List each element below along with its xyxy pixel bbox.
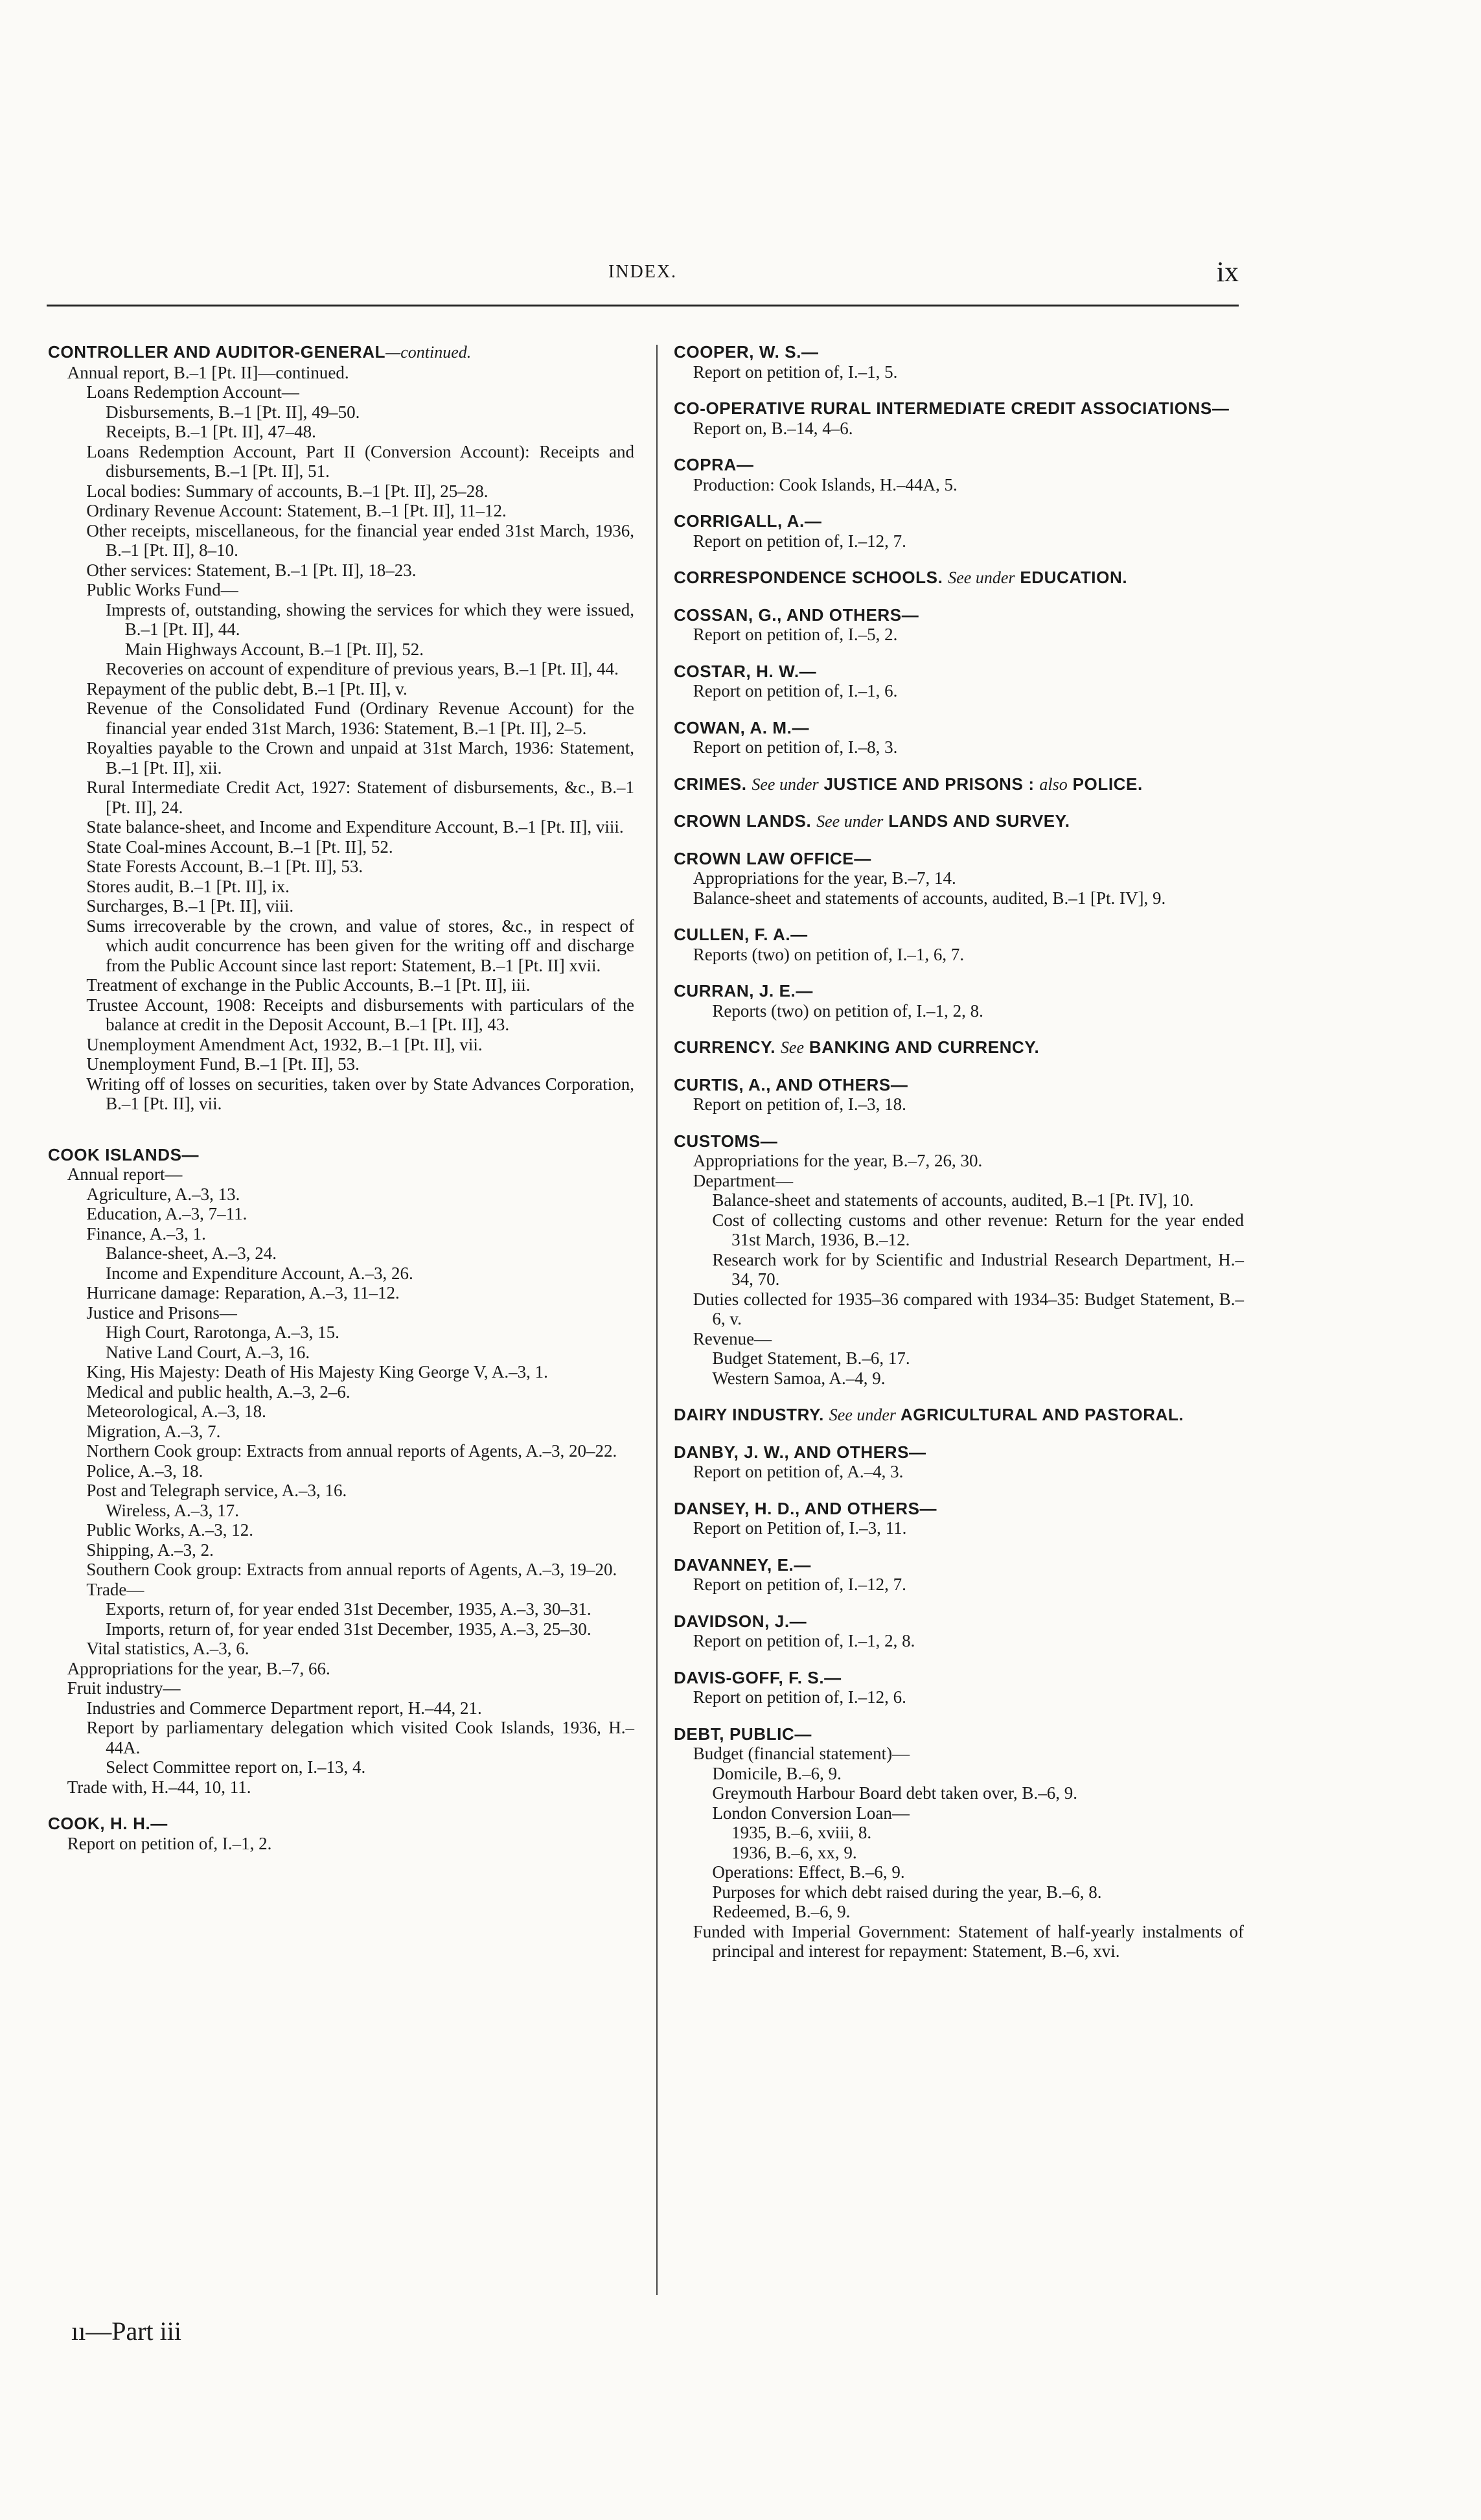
see-reference: See under [752,774,819,794]
index-entry: Trade with, H.–44, 10, 11. [67,1777,251,1797]
index-entry: 1936, B.–6, xx, 9. [731,1842,857,1862]
index-entry: Revenue of the Consolidated Fund (Ordinary Revenue Account) for the financial year ended 31st March, 1936: Statement, B.–1 [Pt. II], 2–5. [86,699,634,738]
index-entry: Unemployment Amendment Act, 1932, B.–1 [Pt. II], vii. [86,1034,483,1054]
index-entry: Income and Expenditure Account, A.–3, 26. [106,1263,413,1283]
see-reference: See under [816,812,884,831]
index-entry: Ordinary Revenue Account: Statement, B.–1 [Pt. II], 11–12. [86,501,507,520]
heading-text: CROWN LAW OFFICE— [674,848,871,868]
index-entry: State Coal-mines Account, B.–1 [Pt. II], 52. [86,837,393,857]
page-title: INDEX. [608,262,678,282]
index-entry: Industries and Commerce Department report, H.–44, 21. [86,1698,482,1718]
index-entry: Education, A.–3, 7–11. [86,1204,247,1223]
index-entry: Receipts, B.–1 [Pt. II], 47–48. [106,422,316,441]
index-entry: King, His Majesty: Death of His Majesty King George V, A.–3, 1. [86,1362,548,1381]
index-heading [674,1075,1244,1095]
index-entry: Justice and Prisons— [86,1302,237,1323]
index-entry: Appropriations for the year, B.–7, 26, 30. [693,1151,983,1170]
index-entry: Repayment of the public debt, B.–1 [Pt. II], v. [86,678,408,699]
index-entry: Other services: Statement, B.–1 [Pt. II], 18–23. [86,560,417,580]
index-entry: Fruit industry— [67,1678,181,1698]
index-entry: Report on petition of, I.–1, 6. [693,681,898,700]
heading-continued: —continued. [385,343,472,362]
heading-text: DEBT, PUBLIC— [674,1724,812,1744]
index-entry: Royalties payable to the Crown and unpaid at 31st March, 1936: Statement, B.–1 [Pt. II], xii. [86,738,634,778]
index-entry: Loans Redemption Account, Part II (Conversion Account): Receipts and disbursements, B.–1 [Pt. II], 51. [86,441,634,481]
see-target: JUSTICE AND PRISONS : [823,774,1035,794]
index-entry: Other receipts, miscellaneous, for the financial year ended 31st March, 1936, B.–1 [Pt. II], 8–10. [86,520,634,560]
index-heading [48,1814,634,1834]
index-heading [48,342,634,363]
column-divider [656,345,658,2295]
index-entry: Main Highways Account, B.–1 [Pt. II], 52. [124,639,424,659]
index-entry: Wireless, A.–3, 17. [106,1500,239,1520]
index-entry: Medical and public health, A.–3, 2–6. [86,1381,350,1402]
see-reference: See under [829,1405,897,1424]
index-entry: Report on petition of, I.–3, 18. [693,1094,906,1114]
index-entry: Hurricane damage: Reparation, A.–3, 11–12. [86,1283,400,1302]
index-entry: Revenue— [693,1328,772,1348]
index-entry: Budget Statement, B.–6, 17. [712,1348,910,1368]
index-entry: Trustee Account, 1908: Receipts and disbursements with particulars of the balance at credit in the Deposit Account, B.–1 [Pt. II], 43. [86,995,634,1034]
index-entry: Report on petition of, I.–5, 2. [693,625,898,644]
signature-mark: ıı—Part iii [71,2317,181,2346]
heading-text: COWAN, A. M.— [674,717,810,737]
index-heading [674,1555,1244,1575]
index-entry: Treatment of exchange in the Public Accounts, B.–1 [Pt. II], iii. [86,975,531,995]
index-heading [674,774,1244,795]
heading-text: DAVIS-GOFF, F. S.— [674,1667,842,1687]
right-column [674,342,1244,1961]
index-heading [674,718,1244,738]
heading-text: CULLEN, F. A.— [674,925,808,944]
index-entry: London Conversion Loan— [712,1803,910,1823]
index-heading [674,849,1244,869]
header-rule [47,305,1239,306]
see-reference: See [780,1038,805,1057]
index-heading [674,981,1244,1001]
index-entry: Recoveries on account of expenditure of previous years, B.–1 [Pt. II], 44. [106,659,619,678]
heading-text: CURRENCY. [674,1037,776,1057]
heading-text: CURRAN, J. E.— [674,981,813,1000]
index-entry: Annual report, B.–1 [Pt. II]—continued. [67,362,349,382]
index-entry: Writing off of losses on securities, taken over by State Advances Corporation, B.–1 [Pt. II], vii. [86,1074,634,1113]
index-entry: Local bodies: Summary of accounts, B.–1 [Pt. II], 25–28. [86,481,488,501]
see-also: also [1039,774,1068,794]
index-entry: Appropriations for the year, B.–7, 66. [67,1658,330,1678]
index-heading [674,925,1244,945]
index-entry: Cost of collecting customs and other revenue: Return for the year ended 31st March, 1936, B.–12. [712,1210,1244,1249]
index-entry: Report by parliamentary delegation which visited Cook Islands, 1936, H.–44A. [86,1718,634,1757]
index-heading [674,568,1244,588]
heading-text: DAVIDSON, J.— [674,1611,807,1631]
index-entry: Report on petition of, I.–12, 7. [693,1575,906,1594]
index-entry: Loans Redemption Account— [86,382,299,402]
heading-text: COPRA— [674,455,754,474]
index-entry: Domicile, B.–6, 9. [712,1763,842,1783]
index-entry: 1935, B.–6, xviii, 8. [731,1823,872,1842]
index-entry: Public Works Fund— [86,580,238,599]
heading-text: COSTAR, H. W.— [674,661,817,681]
index-entry: Department— [693,1170,794,1190]
index-heading [674,1037,1244,1058]
see-target: LANDS AND SURVEY. [888,811,1070,831]
index-entry: Exports, return of, for year ended 31st December, 1935, A.–3, 30–31. [106,1599,591,1619]
index-entry: Balance-sheet and statements of accounts, audited, B.–1 [Pt. IV], 10. [712,1190,1194,1210]
index-entry: Redeemed, B.–6, 9. [712,1902,851,1921]
index-entry: Shipping, A.–3, 2. [86,1540,214,1560]
index-entry: Report on petition of, A.–4, 3. [693,1462,904,1481]
index-entry: Report on petition of, I.–1, 2. [67,1833,272,1853]
index-entry: Vital statistics, A.–3, 6. [86,1639,249,1658]
index-entry: Annual report— [67,1164,183,1184]
heading-text: CUSTOMS— [674,1131,778,1151]
index-entry: Report on petition of, I.–1, 5. [693,362,898,382]
index-entry: State Forests Account, B.–1 [Pt. II], 53. [86,857,363,876]
index-entry: High Court, Rarotonga, A.–3, 15. [106,1323,339,1342]
index-entry: Disbursements, B.–1 [Pt. II], 49–50. [106,402,360,422]
index-heading [674,1442,1244,1462]
heading-text: COOK ISLANDS— [48,1144,200,1164]
index-entry: Western Samoa, A.–4, 9. [712,1368,886,1388]
index-entry: Police, A.–3, 18. [86,1461,203,1481]
heading-text: COSSAN, G., AND OTHERS— [674,605,919,625]
index-entry: Reports (two) on petition of, I.–1, 2, 8. [712,1000,983,1021]
index-entry: Duties collected for 1935–36 compared with 1934–35: Budget Statement, B.–6, v. [693,1289,1244,1328]
index-entry: Select Committee report on, I.–13, 4. [106,1757,366,1777]
heading-text: DAIRY INDUSTRY. [674,1405,824,1424]
index-heading [674,399,1244,419]
index-entry: Appropriations for the year, B.–7, 14. [693,868,956,888]
index-entry: Budget (financial statement)— [693,1744,910,1763]
index-entry: Funded with Imperial Government: Statement of half-yearly instalments of principal and interest for repayment: Statement, B.–6, xvi. [693,1921,1244,1961]
index-entry: Operations: Effect, B.–6, 9. [712,1862,905,1882]
index-heading [674,1405,1244,1426]
index-entry: Southern Cook group: Extracts from annual reports of Agents, A.–3, 19–20. [86,1560,617,1579]
index-entry: Report on petition of, I.–12, 6. [693,1687,906,1707]
index-entry: Rural Intermediate Credit Act, 1927: Statement of disbursements, &c., B.–1 [Pt. II], 24. [86,778,634,817]
heading-text: CRIMES. [674,774,747,794]
index-entry: Sums irrecoverable by the crown, and value of stores, &c., in respect of which audit concurrence has been given for the writing off and discharge from the Public Account since last report: Statement, B.–1 [Pt. II] xvii. [86,916,634,975]
see-reference: See under [948,568,1015,587]
index-entry: Research work for by Scientific and Industrial Research Department, H.–34, 70. [712,1249,1244,1289]
heading-text: CORRIGALL, A.— [674,511,822,531]
index-entry: Greymouth Harbour Board debt taken over, B.–6, 9. [712,1783,1077,1803]
heading-text: CURTIS, A., AND OTHERS— [674,1074,908,1094]
index-entry: Report on, B.–14, 4–6. [693,418,853,438]
index-heading [674,1668,1244,1688]
index-entry: Trade— [86,1579,144,1599]
index-heading [674,511,1244,531]
index-heading [674,662,1244,682]
heading-text: COOK, H. H.— [48,1814,168,1833]
index-entry: Purposes for which debt raised during the year, B.–6, 8. [712,1882,1102,1902]
index-entry: Production: Cook Islands, H.–44A, 5. [693,474,958,494]
index-entry: Report on petition of, I.–1, 2, 8. [693,1631,915,1650]
heading-text: DANSEY, H. D., AND OTHERS— [674,1498,937,1518]
heading-text: DAVANNEY, E.— [674,1555,811,1575]
index-entry: Surcharges, B.–1 [Pt. II], viii. [86,896,294,916]
heading-text: DANBY, J. W., AND OTHERS— [674,1442,926,1462]
index-entry: Stores audit, B.–1 [Pt. II], ix. [86,876,290,896]
heading-text: CROWN LANDS. [674,811,812,831]
page-number: ix [1216,256,1239,288]
index-entry: Report on petition of, I.–8, 3. [693,737,898,757]
index-entry: Report on Petition of, I.–3, 11. [693,1518,907,1538]
heading-text: CONTROLLER AND AUDITOR-GENERAL [48,342,386,362]
index-heading [48,1145,634,1165]
see-target: EDUCATION. [1020,568,1128,587]
index-entry: Balance-sheet and statements of accounts, audited, B.–1 [Pt. IV], 9. [693,888,1166,908]
index-entry: Meteorological, A.–3, 18. [86,1402,266,1421]
heading-text: CO-OPERATIVE RURAL INTERMEDIATE CREDIT ASSOCIATIONS— [674,399,1230,418]
index-entry: Migration, A.–3, 7. [86,1421,221,1441]
index-heading [674,1612,1244,1632]
page-header [47,256,1239,299]
index-entry: Agriculture, A.–3, 13. [86,1184,240,1204]
index-heading [674,1499,1244,1519]
heading-text: CORRESPONDENCE SCHOOLS. [674,568,943,587]
index-entry: Unemployment Fund, B.–1 [Pt. II], 53. [86,1054,360,1074]
left-column [48,342,634,1853]
see-target: AGRICULTURAL AND PASTORAL. [900,1405,1184,1424]
index-heading [674,811,1244,832]
index-entry: Post and Telegraph service, A.–3, 16. [86,1481,347,1500]
index-heading [674,1131,1244,1151]
index-entry: Reports (two) on petition of, I.–1, 6, 7. [693,944,965,964]
index-entry: Native Land Court, A.–3, 16. [106,1342,310,1362]
index-entry: Finance, A.–3, 1. [86,1223,206,1243]
index-entry: Imports, return of, for year ended 31st December, 1935, A.–3, 25–30. [106,1619,591,1639]
see-target: POLICE. [1072,774,1143,794]
index-entry: State balance-sheet, and Income and Expenditure Account, B.–1 [Pt. II], viii. [86,817,624,837]
see-target: BANKING AND CURRENCY. [809,1037,1040,1057]
index-entry: Public Works, A.–3, 12. [86,1520,254,1540]
index-entry: Northern Cook group: Extracts from annual reports of Agents, A.–3, 20–22. [86,1441,617,1461]
index-heading [674,1724,1244,1744]
index-entry: Report on petition of, I.–12, 7. [693,531,906,551]
index-heading [674,342,1244,362]
heading-text: COOPER, W. S.— [674,342,819,362]
index-heading [674,455,1244,475]
index-entry: Imprests of, outstanding, showing the services for which they were issued, B.–1 [Pt. II], 44. [106,599,634,639]
index-entry: Balance-sheet, A.–3, 24. [106,1243,277,1263]
index-heading [674,605,1244,625]
